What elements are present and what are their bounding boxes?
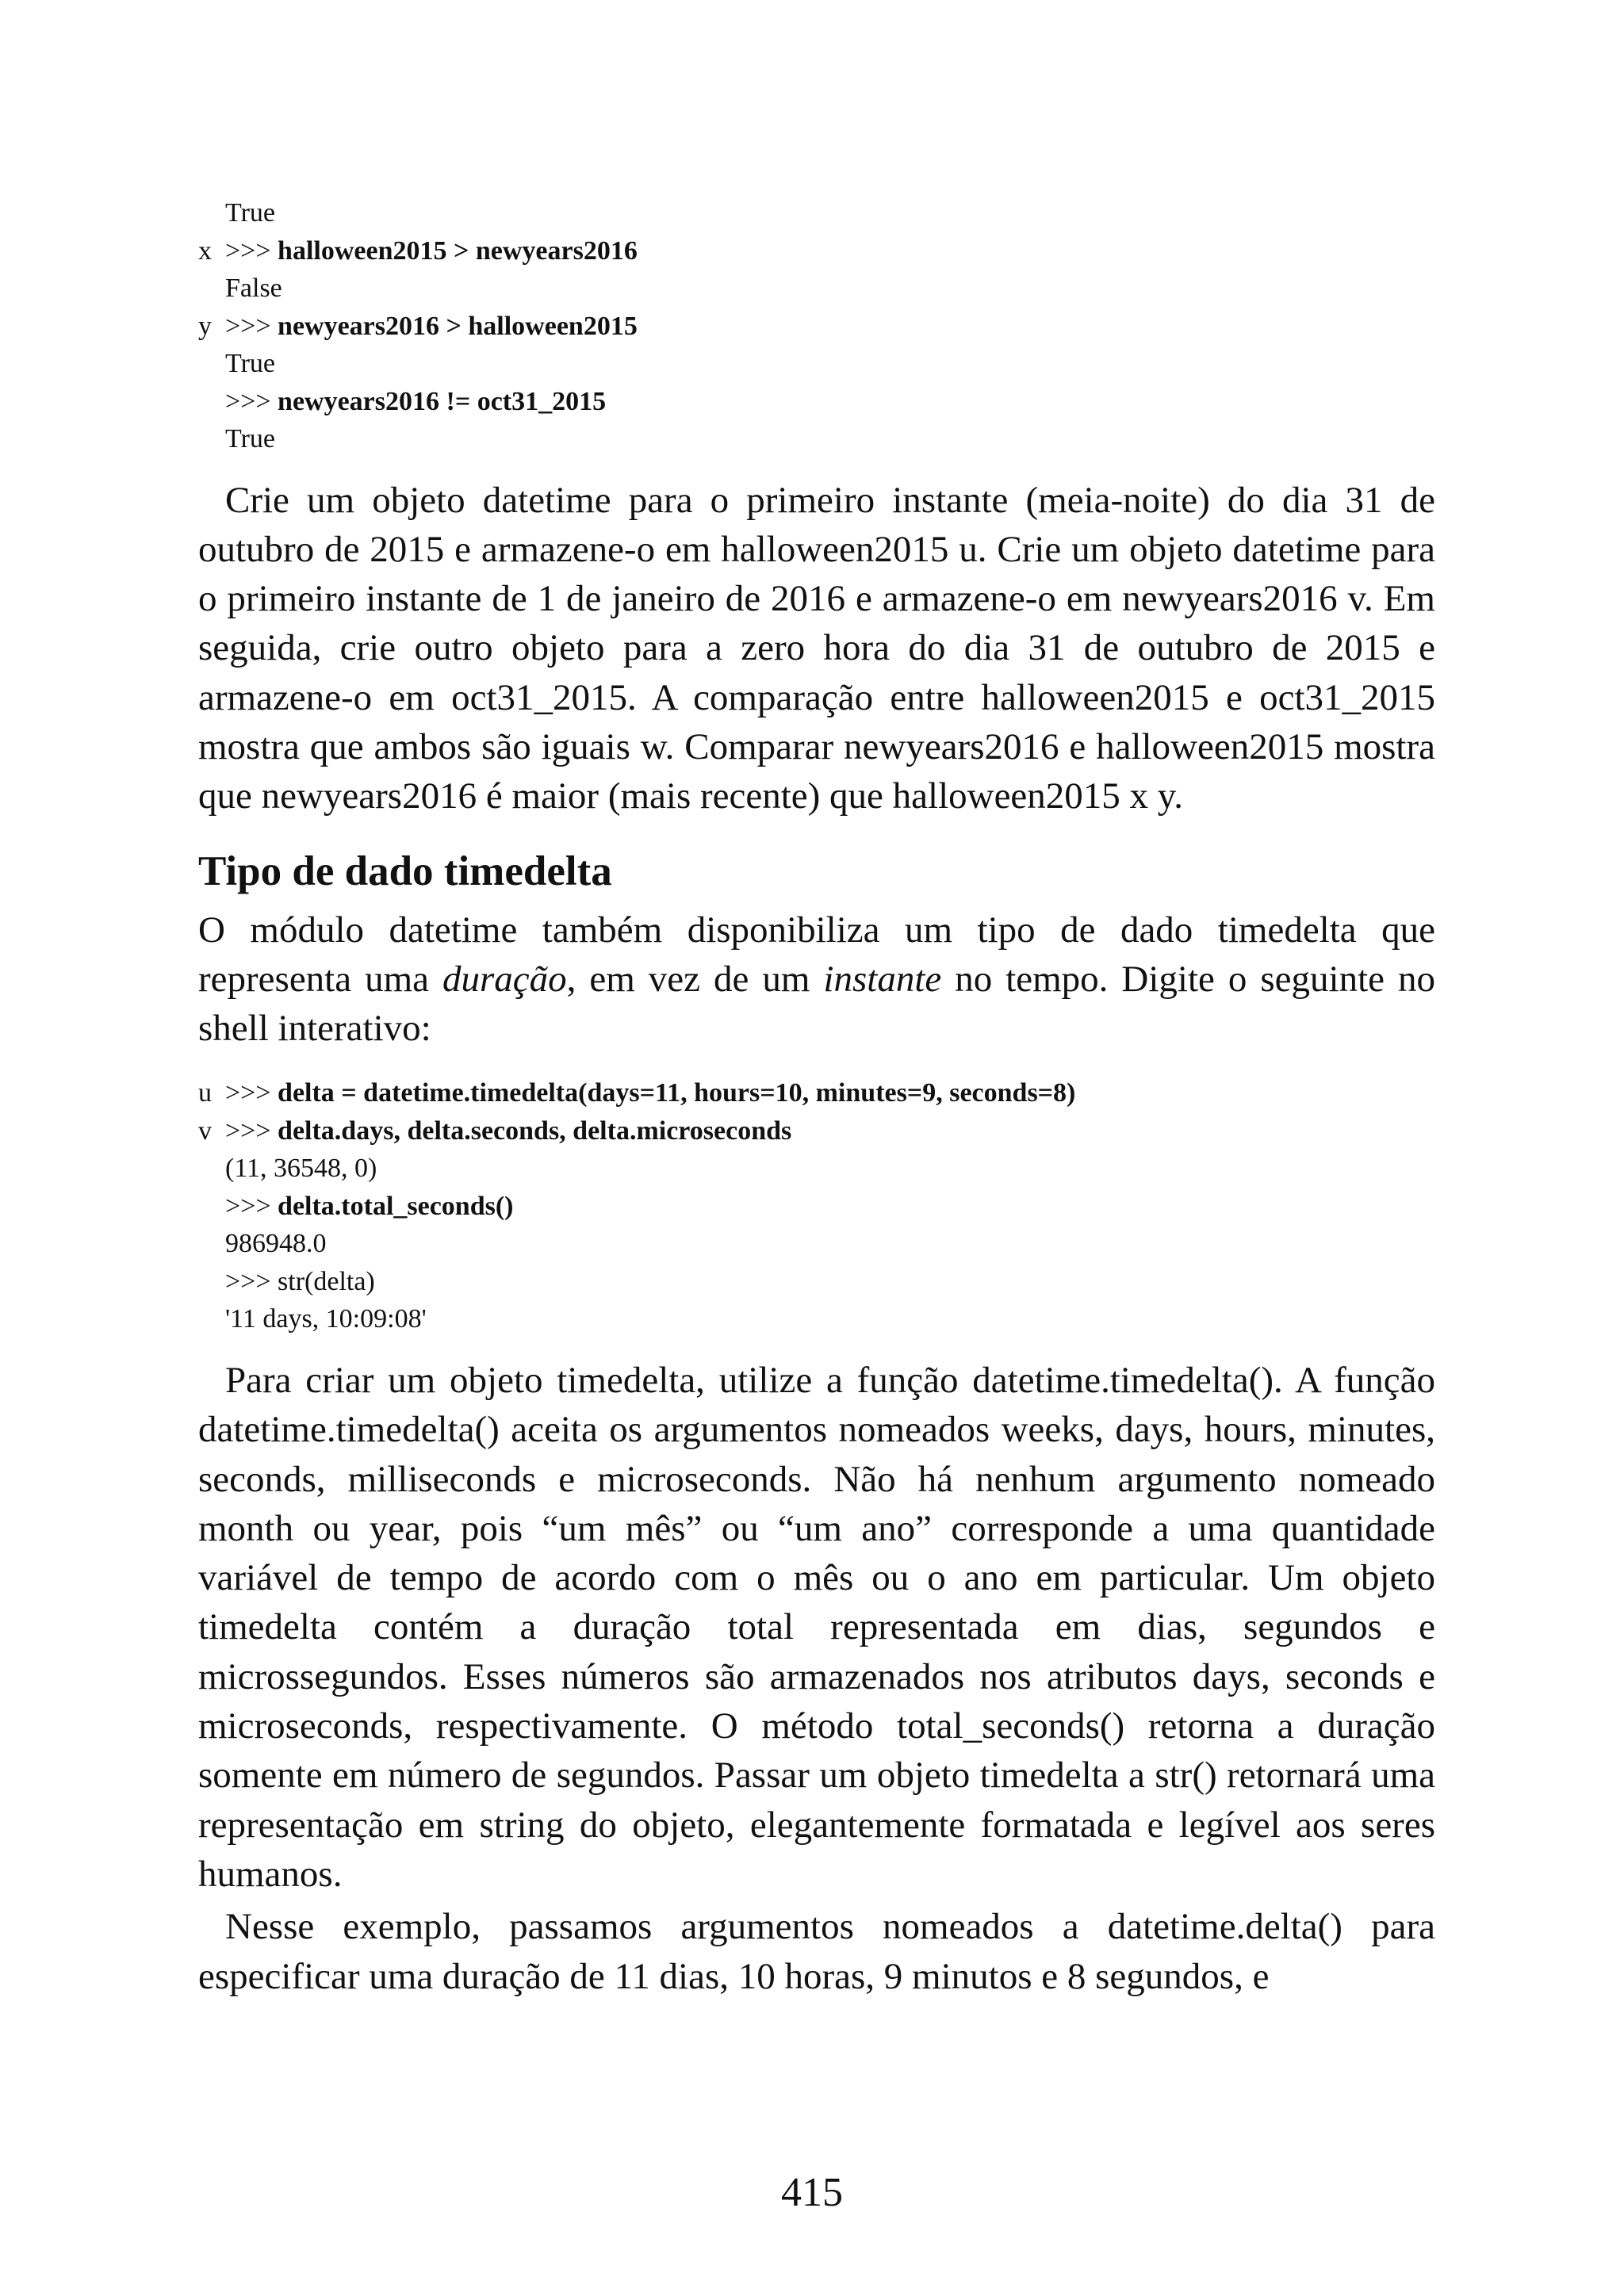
code-text: >>> <box>225 311 278 341</box>
code-block-2 <box>198 1074 1435 1338</box>
code-line <box>198 345 1435 383</box>
code-bold-text: delta.days, delta.seconds, delta.microseconds <box>278 1115 792 1146</box>
code-line <box>198 1188 1435 1226</box>
code-bold-text: delta = datetime.timedelta(days=11, hours=10, minutes=9, seconds=8) <box>278 1078 1076 1108</box>
page-number: 415 <box>781 2170 843 2215</box>
code-text: False <box>225 274 282 303</box>
code-text: >>> <box>225 1191 278 1221</box>
code-text: True <box>225 198 275 228</box>
code-text: '11 days, 10:09:08' <box>225 1304 427 1334</box>
code-line <box>198 194 1435 232</box>
code-marker: v <box>198 1115 212 1146</box>
paragraph-2 <box>198 905 1435 1054</box>
code-line <box>198 1112 1435 1150</box>
paragraph-2-text: O módulo datetime também disponibiliza um tipo de dado timedelta que representa uma <box>198 909 1435 1000</box>
code-line <box>198 1150 1435 1188</box>
code-marker: x <box>198 235 212 266</box>
code-text: 986948.0 <box>225 1229 327 1259</box>
code-bold-text: newyears2016 != oct31_2015 <box>278 386 607 416</box>
code-line <box>198 1300 1435 1338</box>
paragraph-2-text: , em vez de um <box>566 958 824 1000</box>
code-bold-text: halloween2015 > newyears2016 <box>278 235 638 266</box>
code-line <box>198 270 1435 308</box>
page-content <box>198 194 1435 2001</box>
code-line <box>198 383 1435 421</box>
code-bold-text: newyears2016 > halloween2015 <box>278 311 638 341</box>
code-line <box>198 1225 1435 1263</box>
code-block-1 <box>198 194 1435 458</box>
code-marker: u <box>198 1078 212 1108</box>
code-line <box>198 420 1435 458</box>
code-text: True <box>225 349 275 378</box>
code-bold-text: delta.total_seconds() <box>278 1191 514 1221</box>
paragraph-1: Crie um objeto datetime para o primeiro instante (meia-noite) do dia 31 de outubro de 2015 e armazene-o em halloween2015 u. Crie um objeto datetime para o primeiro instante de 1 de janeiro de 2016 e armazene-o em newyears2016 v. Em seguida, crie outro objeto para a zero hora do dia 31 de outubro de 2015 e armazene-o em oct31_2015. A comparação entre halloween2015 e oct31_2015 mostra que ambos são iguais w. Comparar newyears2016 e halloween2015 mostra que newyears2016 é maior (mais recente) que halloween2015 x y. <box>198 479 1435 817</box>
code-text: >>> <box>225 1078 278 1108</box>
code-line <box>198 308 1435 346</box>
code-text: >>> <box>225 386 278 416</box>
code-line <box>198 232 1435 270</box>
section-heading: Tipo de dado timedelta <box>198 848 612 894</box>
paragraph-4: Nesse exemplo, passamos argumentos nomeados a datetime.delta() para especificar uma duração de 11 dias, 10 horas, 9 minutos e 8 segundos, e <box>198 1906 1435 1997</box>
code-line <box>198 1074 1435 1112</box>
code-text: (11, 36548, 0) <box>225 1154 377 1184</box>
code-text: True <box>225 424 275 453</box>
code-text: >>> str(delta) <box>225 1266 375 1296</box>
paragraph-2-text: no tempo. Digite o seguinte no shell interativo: <box>198 958 1435 1050</box>
code-line <box>198 1263 1435 1301</box>
code-text: >>> <box>225 1115 278 1146</box>
paragraph-3: Para criar um objeto timedelta, utilize a função datetime.timedelta(). A função datetime.timedelta() aceita os argumentos nomeados weeks, days, hours, minutes, seconds, milliseconds e microseconds. Não há nenhum argumento nomeado month ou year, pois “um mês” ou “um ano” corresponde a uma quantidade variável de tempo de acordo com o mês ou o ano em particular. Um objeto timedelta contém a duração total representada em dias, segundos e microssegundos. Esses números são armazenados nos atributos days, seconds e microseconds, respectivamente. O método total_seconds() retorna a duração somente em número de segundos. Passar um objeto timedelta a str() retornará uma representação em string do objeto, elegantemente formatada e legível aos seres humanos. <box>198 1359 1435 1895</box>
code-text: >>> <box>225 235 278 266</box>
code-marker: y <box>198 311 212 341</box>
paragraph-2-emphasis: duração <box>442 958 567 1000</box>
paragraph-2-emphasis: instante <box>823 958 942 1000</box>
